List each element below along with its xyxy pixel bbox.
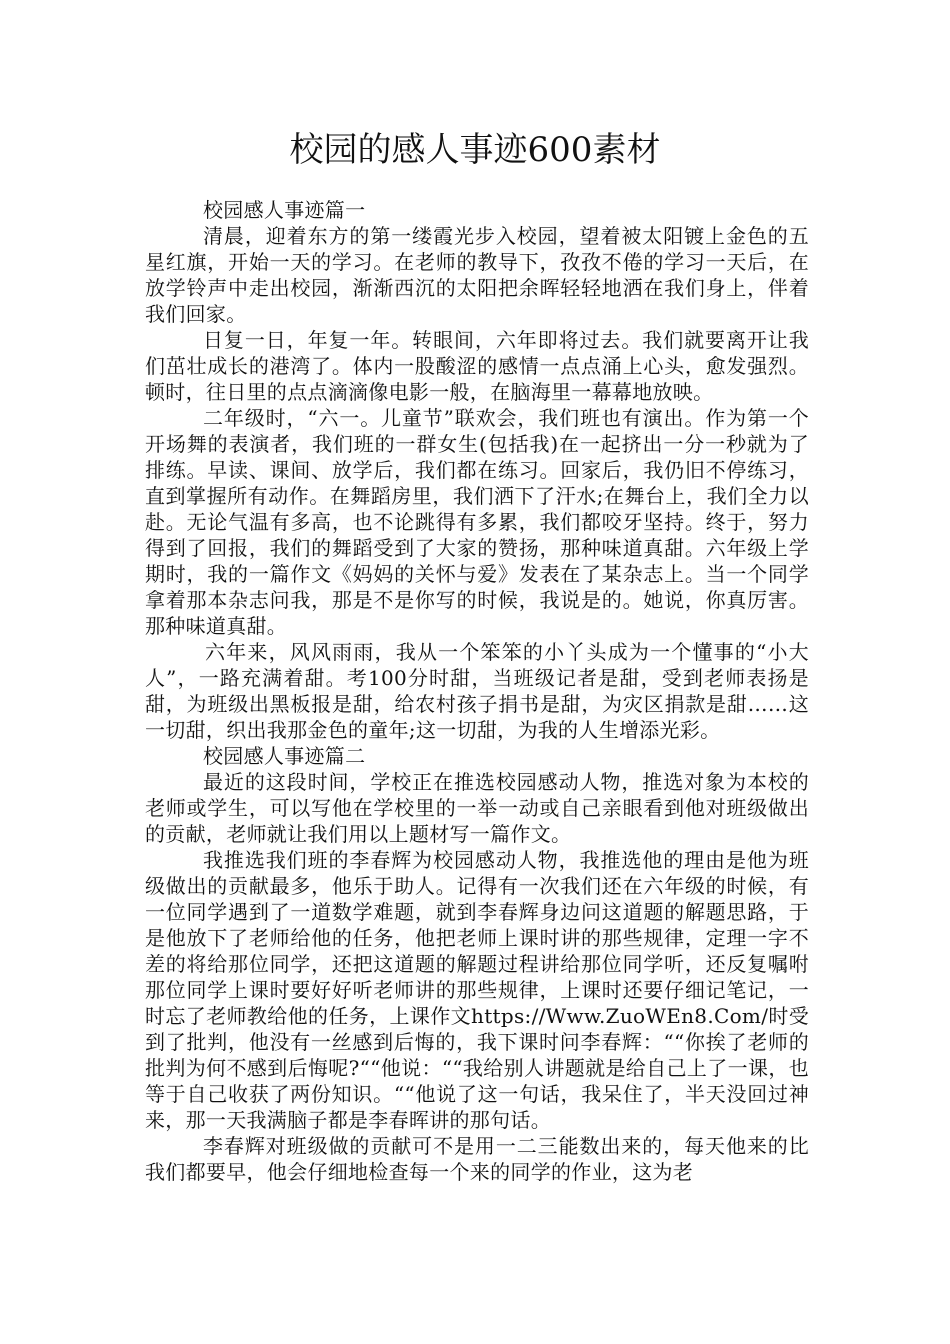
paragraph: 我推选我们班的李春辉为校园感动人物，我推选他的理由是他为班级做出的贡献最多，他乐于助人。记得有一次我们还在六年级的时候，有一位同学遇到了一道数学难题，就到李春辉身边问这道题的解题思路，于是他放下了老师给他的任务，他把老师上课时讲的那些规律，定理一字不差的将给那位同学，还把这道题的解题过程讲给那位同学听，还反复嘱咐那位同学上课时要好好听老师讲的那些规律，上课时还要仔细记笔记，一时忘了老师教给他的任务，上课作文https://Www.ZuoWEn8.Com/时受到了批判，他没有一丝感到后悔的，我下课时问李春辉：““你挨了老师的批判为何不感到后悔呢?““他说：““我给别人讲题就是给自己上了一课，也等于自己收获了两份知识。““他说了这一句话，我呆住了，半天没回过神来，那一天我满脑子都是李春晖讲的那句话。 [145,848,809,1132]
section-heading-2: 校园感人事迹篇二 [203,744,366,768]
paragraph: 日复一日，年复一年。转眼间，六年即将过去。我们就要离开让我们茁壮成长的港湾了。体内一股酸涩的感情一点点涌上心头，愈发强烈。顿时，往日里的点点滴滴像电影一般，在脑海里一幕幕地放映。 [145,328,809,404]
section-heading-1: 校园感人事迹篇一 [203,198,366,222]
paragraph: 李春辉对班级做的贡献可不是用一二三能数出来的，每天他来的比我们都要早，他会仔细地检查每一个来的同学的作业，这为老 [145,1134,809,1184]
document-title: 校园的感人事迹600素材 [289,130,661,170]
paragraph: 清晨，迎着东方的第一缕霞光步入校园，望着被太阳镀上金色的五星红旗，开始一天的学习。在老师的教导下，孜孜不倦的学习一天后，在放学铃声中走出校园，渐渐西沉的太阳把余晖轻轻地洒在我们身上，伴着我们回家。 [145,224,809,326]
paragraph: 最近的这段时间，学校正在推选校园感动人物，推选对象为本校的老师或学生，可以写他在学校里的一举一动或自己亲眼看到他对班级做出的贡献，老师就让我们用以上题材写一篇作文。 [145,770,809,846]
document-body [145,197,809,1185]
paragraph: 六年来，风风雨雨，我从一个笨笨的小丫头成为一个懂事的“小大人”，一路充满着甜。考100分时甜，当班级记者是甜，受到老师表扬是甜，为班级出黑板报是甜，给农村孩子捐书是甜，为灾区捐款是甜……这一切甜，织出我那金色的童年;这一切甜，为我的人生增添光彩。 [145,640,809,742]
paragraph: 二年级时，“六一。儿童节”联欢会，我们班也有演出。作为第一个开场舞的表演者，我们班的一群女生(包括我)在一起挤出一分一秒就为了排练。早读、课间、放学后，我们都在练习。回家后，我仍旧不停练习，直到掌握所有动作。在舞蹈房里，我们洒下了汗水;在舞台上，我们全力以赴。无论气温有多高，也不论跳得有多累，我们都咬牙坚持。终于，努力得到了回报，我们的舞蹈受到了大家的赞扬，那种味道真甜。六年级上学期时，我的一篇作文《妈妈的关怀与爱》发表在了某杂志上。当一个同学拿着那本杂志问我，那是不是你写的时候，我说是的。她说，你真厉害。那种味道真甜。 [145,406,809,638]
